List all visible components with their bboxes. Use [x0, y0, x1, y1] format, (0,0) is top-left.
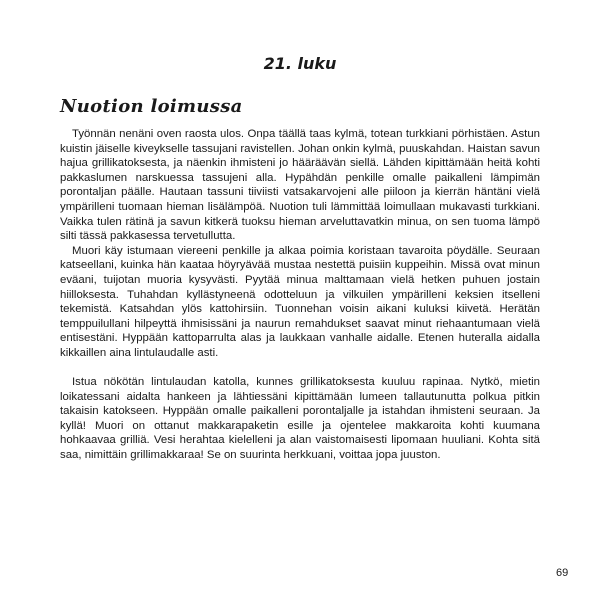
- paragraph: Työnnän nenäni oven raosta ulos. Onpa täällä taas kylmä, totean turkkiani pörhistäen. Astun kuistin jäiselle kiveykselle tassujani ravistellen. Johan onkin kylmä, puuskahdan. Haistan savun hajua grillikatoksesta, ja näenkin ihmisteni jo hääräävän siellä. Lähden kipittämään heitä kohti pakkaslumen narskuessa tassujeni alla. Hypähdän penkille omalle paikalleni lämpimän porontaljan päälle. Hautaan tassuni tiiviisti vatsakarvojeni alle piiloon ja kierrän häntäni vielä ympärilleni tuomaan hieman lisälämpöä. Nuotion tuli lämmittää loimullaan mukavasti turkkiani. Vaikka tulen rätinä ja savun kitkerä tuoksu hieman arveluttavatkin minua, on sen tuoma lämpö silti tässä pakkasessa tervetullutta.: [60, 128, 540, 243]
- page-number: 69: [556, 567, 569, 579]
- chapter-title: 21. luku: [263, 54, 337, 73]
- body-text: [60, 127, 540, 463]
- section-title: Nuotion loimussa: [60, 96, 243, 117]
- paragraph: Istua nökötän lintulaudan katolla, kunnes grillikatoksesta kuuluu rapinaa. Nytkö, mietin loikatessani aidalta hankeen ja lähtiessäni kipittämään lumeen tallautunutta polkua pitkin takaisin katokseen. Hyppään omalle paikalleni porontaljalle ja istahdan ihmisteni seuraan. Ja kyllä! Muori on ottanut makkarapaketin esille ja ojentelee makkaroita kohti kuumana hohkaavaa grilliä. Vesi herahtaa kielelleni ja alan vaistomaisesti lipomaan huuliani. Kohta sitä saa, nimittäin grillimakkaraa! Se on suurinta herkkuani, voittaa jopa juuston.: [60, 376, 540, 462]
- paragraph: Muori käy istumaan viereeni penkille ja alkaa poimia koristaan tavaroita pöydälle. Seuraan katseellani, kuinka hän kaataa höyryävää mustaa nestettä puisiin kuppeihin. Missä ovat minun eväani, tuijotan muoria kysyvästi. Pyytää minua malttamaan vielä hetken puhuen jostain hiilloksesta. Tuhahdan kyllästyneenä odotteluun ja vilkuilen ympärilleni keksien itselleni tekemistä. Katsahdan ylös kattohirsiin. Tuonnehan voisin aikani kuluksi kiivetä. Herätän temppuilullani hilpeyttä ihmisissäni ja naurun remahdukset saavat minut riehaantumaan vielä entisestäni. Hyppään kattoparrulta alas ja laukkaan vanhalle aidalle. Etenen huteralla aidalla kikkaillen aina lintulaudalle asti.: [60, 244, 540, 359]
